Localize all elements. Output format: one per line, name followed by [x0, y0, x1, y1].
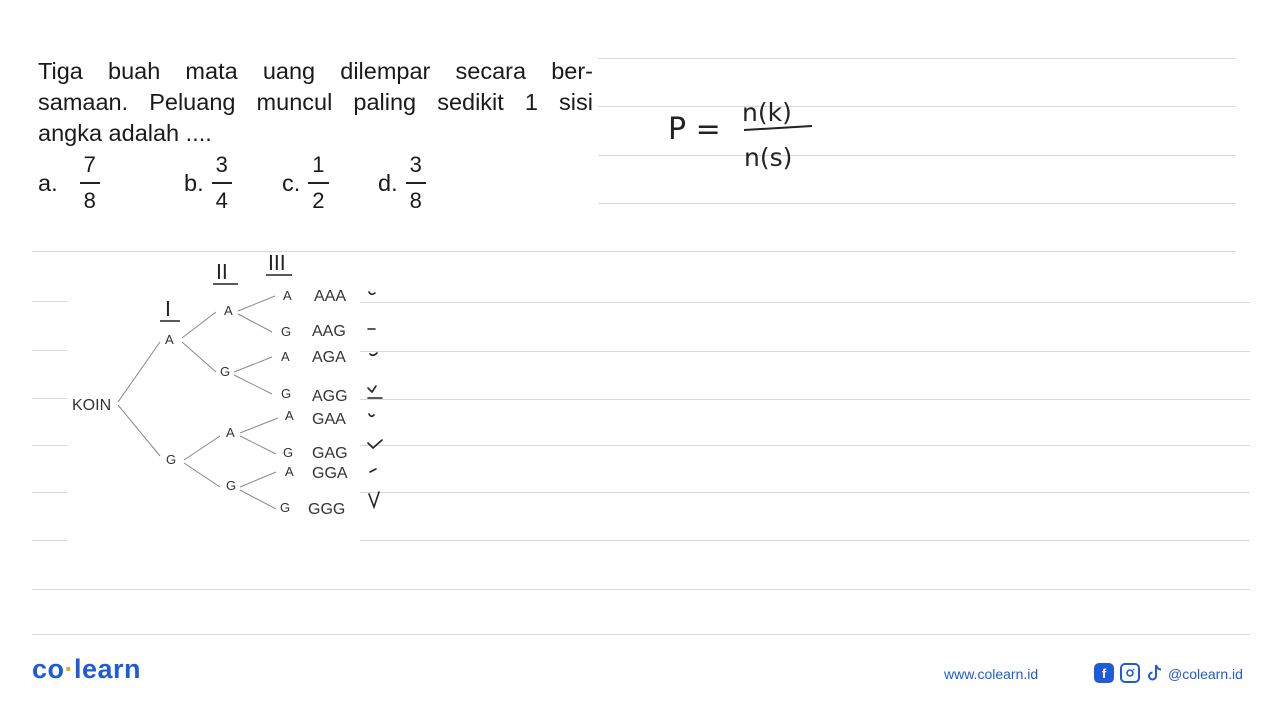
logo-text: co	[32, 654, 65, 684]
fraction-denominator: 2	[312, 187, 325, 213]
tree-leaf: G	[280, 500, 291, 515]
probability-formula	[668, 98, 812, 172]
outcome-label: AGG	[312, 388, 348, 405]
branch-line	[184, 463, 220, 487]
tree-leaf: A	[283, 288, 292, 303]
branch-line	[182, 342, 216, 372]
branch-line	[234, 357, 272, 372]
fraction-denominator: 4	[215, 187, 228, 213]
logo-dot: ·	[64, 654, 75, 684]
fraction-numerator: 1	[312, 152, 325, 178]
option-letter: a.	[38, 169, 58, 196]
branch-line	[234, 375, 272, 394]
branch-line	[240, 490, 276, 509]
fraction-numerator: 7	[83, 152, 96, 178]
tree-leaf: G	[283, 445, 294, 460]
colearn-logo	[32, 654, 141, 685]
formula-denominator: n(s)	[744, 143, 793, 172]
outcome-label: AAG	[312, 323, 346, 340]
tree-leaf: G	[281, 386, 292, 401]
check-mark	[369, 492, 379, 507]
social-handle[interactable]: @colearn.id	[1168, 666, 1243, 682]
level-mark-1: I	[165, 297, 171, 321]
level-mark-2: II	[216, 260, 228, 284]
facebook-glyph: f	[1101, 665, 1107, 681]
outcome-label: GGA	[312, 465, 348, 482]
tree-leaf: A	[285, 464, 294, 479]
tree-leaf: A	[285, 408, 294, 423]
tree-root: KOIN	[72, 397, 112, 414]
tree-branches	[118, 296, 278, 509]
level-mark-3: III	[268, 251, 286, 275]
fraction-numerator: 3	[215, 152, 228, 178]
outcome-label: GGG	[308, 501, 346, 518]
tiktok-icon[interactable]	[1146, 663, 1164, 683]
tree-node: G	[166, 452, 177, 467]
fraction-numerator: 3	[409, 152, 422, 178]
outcome-label: AGA	[312, 349, 346, 366]
formula-numerator: n(k)	[742, 98, 792, 127]
tick-mark	[369, 414, 374, 416]
branch-line	[238, 314, 272, 332]
fraction-denominator: 8	[83, 187, 96, 213]
tree-leaf: G	[281, 324, 292, 339]
logo-text: learn	[74, 654, 142, 684]
formula-lhs: P =	[668, 112, 721, 147]
option-letter: c.	[282, 169, 301, 196]
facebook-icon[interactable]	[1094, 663, 1114, 683]
instagram-icon[interactable]	[1120, 663, 1140, 683]
dash-mark	[370, 469, 376, 472]
branch-line	[240, 418, 278, 433]
option-letter: d.	[378, 169, 398, 196]
instagram-glyph	[1124, 667, 1136, 679]
branch-line	[182, 312, 216, 338]
branch-line	[238, 296, 275, 311]
tick-mark	[369, 292, 375, 294]
tree-node: G	[226, 478, 237, 493]
tree-node: G	[220, 364, 231, 379]
outcome-label: AAA	[314, 288, 347, 305]
option-letter: b.	[184, 169, 204, 196]
fraction-denominator: 8	[409, 187, 422, 213]
question-line: samaan. Peluang muncul paling sedikit 1 sisi	[38, 89, 593, 115]
branch-line	[184, 436, 220, 460]
branch-line	[240, 472, 276, 487]
tree-node: A	[226, 425, 235, 440]
tree-node: A	[224, 303, 233, 318]
branch-line	[240, 436, 276, 454]
branch-line	[118, 342, 160, 402]
outcome-label: GAG	[312, 445, 348, 462]
outcome-label: GAA	[312, 411, 346, 428]
branch-line	[118, 405, 160, 456]
tick-mark	[370, 353, 377, 355]
tree-node: A	[165, 332, 174, 347]
check-marks	[368, 292, 382, 507]
question-line: Tiga buah mata uang dilempar secara ber-	[38, 58, 593, 84]
tree-leaf: A	[281, 349, 290, 364]
check-mark	[368, 440, 382, 448]
website-link[interactable]: www.colearn.id	[944, 666, 1039, 682]
question-line: angka adalah ....	[38, 120, 212, 146]
check-mark	[368, 386, 376, 392]
